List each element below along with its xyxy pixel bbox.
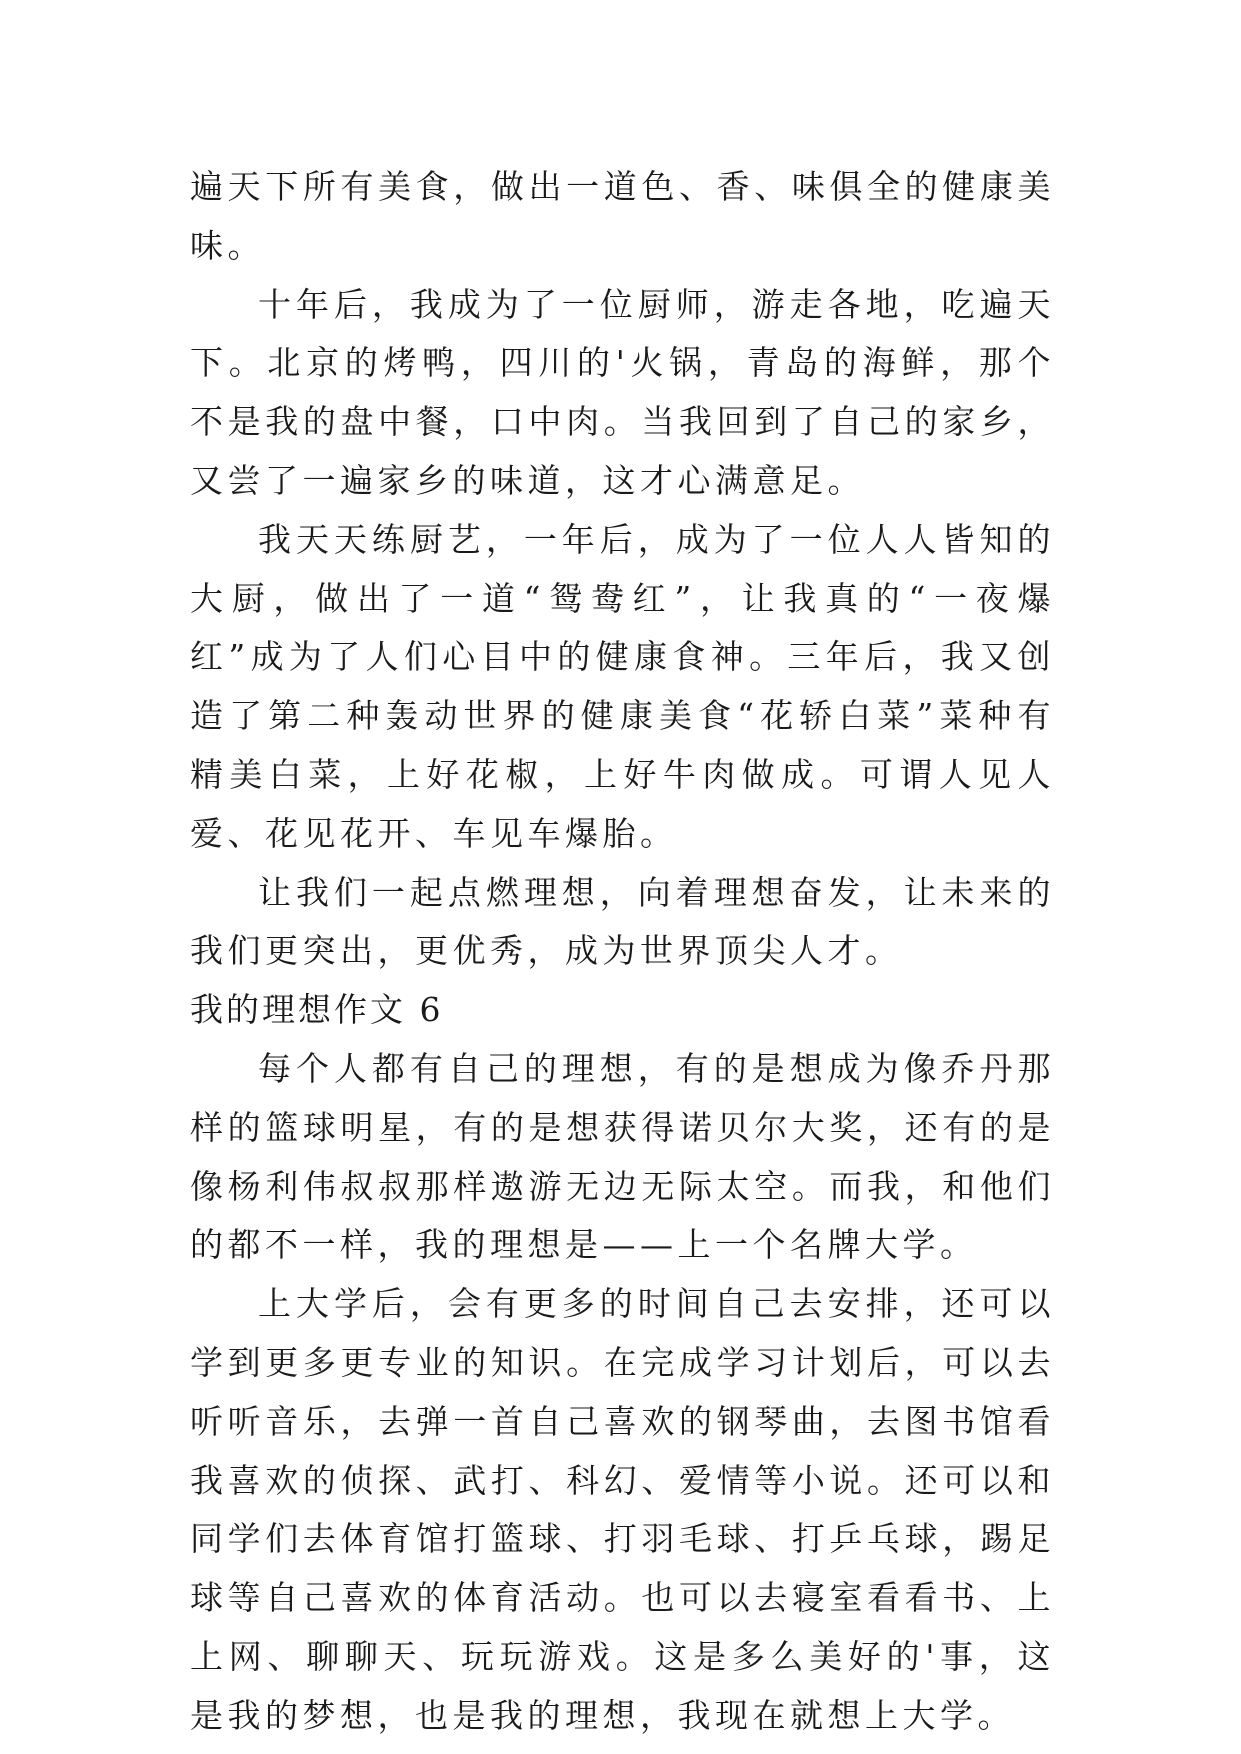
- document-body: [190, 158, 1055, 1746]
- paragraph: 让我们一起点燃理想，向着理想奋发，让未来的我们更突出，更优秀，成为世界顶尖人才。: [190, 872, 1055, 971]
- paragraph: 我天天练厨艺，一年后，成为了一位人人皆知的大厨，做出了一道“鸳鸯红”，让我真的“一夜爆红”成为了人们心目中的健康食神。三年后，我又创造了第二种轰动世界的健康美食“花轿白菜”菜种有精美白菜，上好花椒，上好牛肉做成。可谓人见人爱、花见花开、车见车爆胎。: [190, 519, 1055, 853]
- paragraph: 遍天下所有美食，做出一道色、香、味俱全的健康美味。: [190, 167, 1055, 265]
- paragraph: 每个人都有自己的理想，有的是想成为像乔丹那样的篮球明星，有的是想获得诺贝尔大奖，还有的是像杨利伟叔叔那样遨游无边无际太空。而我，和他们的都不一样，我的理想是——上一个名牌大学。: [190, 1048, 1055, 1265]
- section-heading: 我的理想作文 6: [190, 990, 444, 1030]
- paragraph: 十年后，我成为了一位厨师，游走各地，吃遍天下。北京的烤鸭，四川的'火锅，青岛的海鲜，那个不是我的盘中餐，口中肉。当我回到了自己的家乡，又尝了一遍家乡的味道，这才心满意足。: [190, 284, 1055, 500]
- paragraph: 上大学后，会有更多的时间自己去安排，还可以学到更多更专业的知识。在完成学习计划后，可以去听听音乐，去弹一首自己喜欢的钢琴曲，去图书馆看我喜欢的侦探、武打、科幻、爱情等小说。还可以和同学们去体育馆打篮球、打羽毛球、打乒乓球，踢足球等自己喜欢的体育活动。也可以去寝室看看书、上上网、聊聊天、玩玩游戏。这是多么美好的'事，这是我的梦想，也是我的理想，我现在就想上大学。: [190, 1284, 1055, 1735]
